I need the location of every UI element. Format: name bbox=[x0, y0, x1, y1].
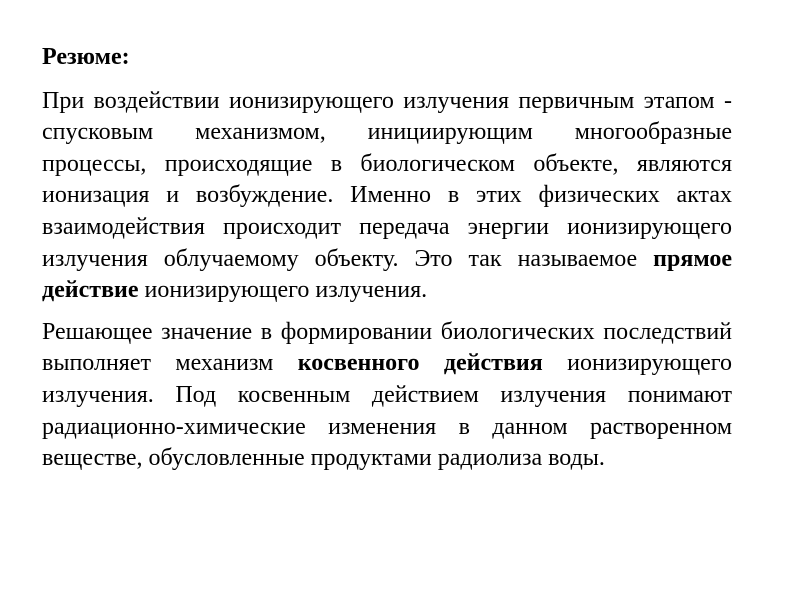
paragraph1-text-before: При воздействии ионизирующего излучения первичным этапом - спусковым механизмом, инициирующим многообразные процессы, происходящие в биологическом объекте, являются ионизация и возбуждение. Именно в этих физических актах взаимодействия происходит передача энергии ионизирующего излучения облучаемому объекту. Это так называемое bbox=[42, 87, 732, 272]
paragraph2-emphasis: косвенного действия bbox=[297, 350, 543, 377]
document-page bbox=[42, 42, 732, 485]
paragraph1-text-after: ионизирующего излучения. bbox=[138, 277, 428, 304]
paragraph2-text-before: Решающее значение в формировании биологических последствий выполняет механизм bbox=[42, 318, 732, 377]
paragraph-indirect-action bbox=[42, 317, 732, 475]
paragraph1-emphasis: прямое действие bbox=[42, 245, 732, 304]
paragraph2-text-after: ионизирующего излучения. Под косвенным действием излучения понимают радиационно-химические изменения в данном растворенном веществе, обусловленные продуктами радиолиза воды. bbox=[42, 350, 732, 472]
paragraph-direct-action bbox=[42, 86, 732, 307]
summary-heading: Резюме: bbox=[42, 44, 130, 70]
